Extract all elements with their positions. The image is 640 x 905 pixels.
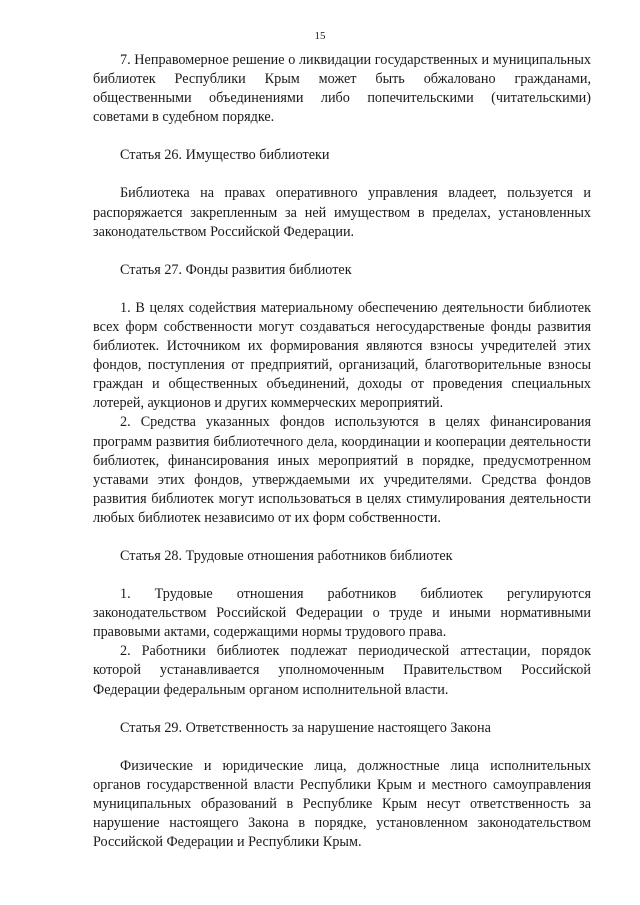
article-27-paragraph-1: 1. В целях содействия материальному обеспечению деятельности библиотек всех форм собственности могут создаваться негосударственые фонды развития библиотек. Источником их формирования являются взносы учредителей этих фондов, поступления от предприятий, организаций, благотворительные взносы граждан и общественных объединений, доходы от проведения специальных лотерей, аукционов и других коммерческих мероприятий. <box>93 299 591 412</box>
page-number: 15 <box>314 30 326 42</box>
article-28-paragraph-1: 1. Трудовые отношения работников библиотек регулируются законодательством Российской Федерации о труде и иными нормативными правовыми актами, содержащими нормы трудового права. <box>93 586 591 641</box>
spacer <box>93 165 591 184</box>
spacer <box>93 528 591 547</box>
spacer <box>93 242 591 261</box>
spacer <box>93 700 591 719</box>
spacer <box>93 738 591 757</box>
article-29-paragraph: Физические и юридические лица, должностные лица исполнительных органов государственной власти Республики Крым и местного самоуправления муниципальных образований в Республике Крым несут ответственность за нарушение настоящего Закона в порядке, установленном законодательством Российской Федерации и Республики Крым. <box>93 757 591 851</box>
article-27-heading: Статья 27. Фонды развития библиотек <box>120 261 352 278</box>
document-body <box>93 51 591 852</box>
article-26-heading: Статья 26. Имущество библиотеки <box>120 147 330 164</box>
article-26-paragraph: Библиотека на правах оперативного управления владеет, пользуется и распоряжается закрепленным за ней имуществом в пределах, установленных законодательством Российской Федерации. <box>93 185 591 240</box>
spacer <box>93 127 591 146</box>
spacer <box>93 280 591 299</box>
article-29-heading: Статья 29. Ответственность за нарушение настоящего Закона <box>120 719 491 736</box>
article-28-heading: Статья 28. Трудовые отношения работников библиотек <box>120 547 453 564</box>
article-28-paragraph-2: 2. Работники библиотек подлежат периодической аттестации, порядок которой устанавливается уполномоченным Правительством Российской Федерации федеральным органом исполнительной власти. <box>93 643 591 698</box>
item-7-paragraph: 7. Неправомерное решение о ликвидации государственных и муниципальных библиотек Республики Крым может быть обжаловано гражданами, общественными объединениями либо попечительскими (читательскими) советами в судебном порядке. <box>93 52 591 126</box>
spacer <box>93 566 591 585</box>
article-27-paragraph-2: 2. Средства указанных фондов используются в целях финансирования программ развития библиотечного дела, координации и кооперации деятельности библиотек, финансирования иных мероприятий в порядке, предусмотренном уставами этих фондов, утверждаемыми их учредителями. Средства фондов развития библиотек могут использоваться в целях стимулирования деятельности любых библиотек независимо от их форм собственности. <box>93 414 591 526</box>
